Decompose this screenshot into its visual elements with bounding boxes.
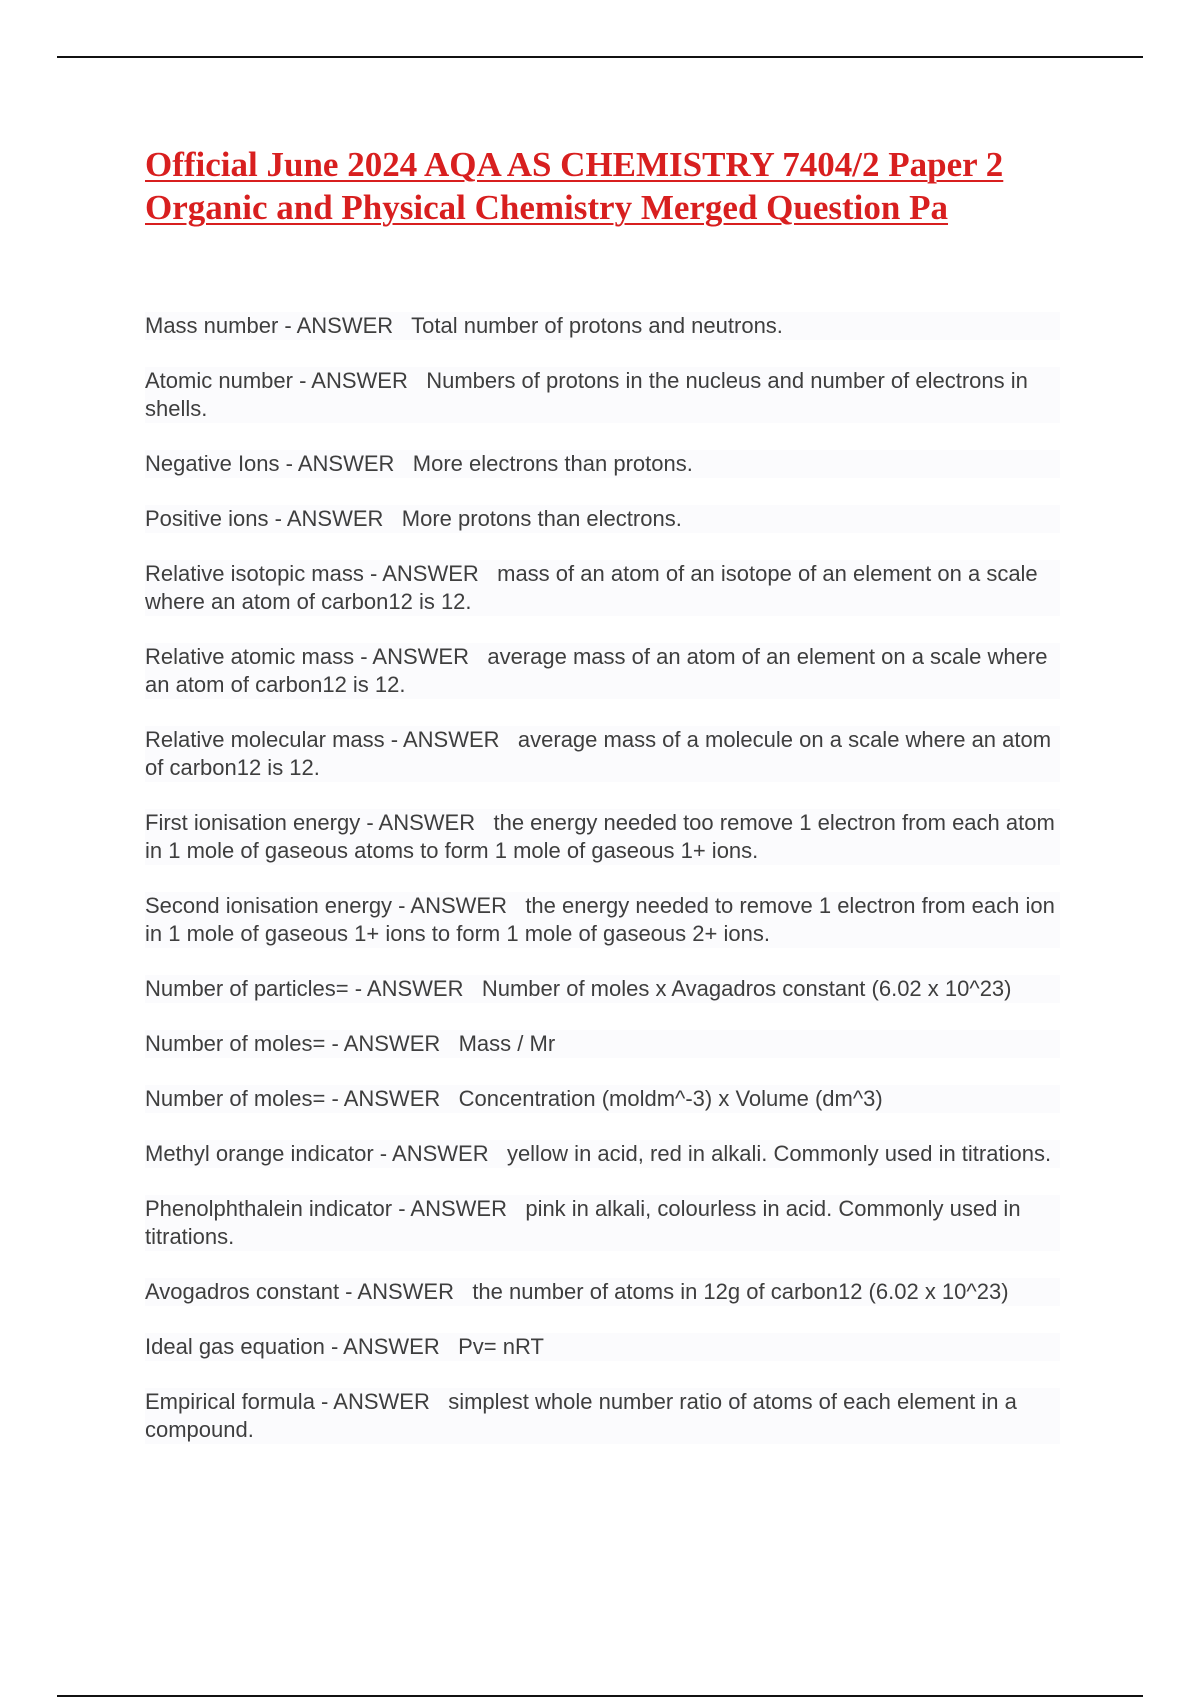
qa-item	[145, 312, 1060, 340]
qa-answer: More protons than electrons.	[401, 506, 682, 531]
qa-term: Phenolphthalein indicator	[145, 1196, 393, 1221]
qa-answer: More electrons than protons.	[412, 451, 693, 476]
qa-term: Ideal gas equation	[145, 1334, 325, 1359]
answer-label: - ANSWER	[384, 727, 518, 752]
qa-item	[145, 1278, 1060, 1306]
qa-answer: mass of an atom of an isotope of an element on a scale where an atom of carbon12 is 12.	[145, 561, 1044, 614]
qa-answer: Pv= nRT	[458, 1334, 544, 1359]
answer-label: - ANSWER	[278, 313, 412, 338]
qa-item	[145, 975, 1060, 1003]
answer-label: - ANSWER	[348, 976, 482, 1001]
qa-item	[145, 643, 1060, 699]
qa-term: Empirical formula	[145, 1389, 315, 1414]
qa-item	[145, 560, 1060, 616]
qa-list	[145, 312, 1060, 1471]
qa-term: Methyl orange indicator	[145, 1141, 374, 1166]
qa-item	[145, 1085, 1060, 1113]
answer-label: - ANSWER	[373, 1141, 507, 1166]
qa-answer: Numbers of protons in the nucleus and number of electrons in shells.	[145, 368, 1034, 421]
qa-item	[145, 367, 1060, 423]
qa-term: Second ionisation energy	[145, 893, 393, 918]
qa-term: Number of particles=	[145, 976, 349, 1001]
qa-term: Positive ions	[145, 506, 269, 531]
qa-item	[145, 892, 1060, 948]
qa-item	[145, 1333, 1060, 1361]
bottom-rule	[57, 1695, 1143, 1697]
qa-answer: simplest whole number ratio of atoms of each element in a compound.	[145, 1389, 1023, 1442]
answer-label: - ANSWER	[279, 451, 413, 476]
qa-answer: the energy needed too remove 1 electron from each atom in 1 mole of gaseous atoms to form 1 mole of gaseous 1+ ions.	[145, 810, 1061, 863]
qa-answer: Mass / Mr	[458, 1031, 556, 1056]
qa-term: Relative molecular mass	[145, 727, 385, 752]
qa-answer: yellow in acid, red in alkali. Commonly used in titrations.	[506, 1141, 1052, 1166]
answer-label: - ANSWER	[268, 506, 402, 531]
qa-item	[145, 450, 1060, 478]
document-title: Official June 2024 AQA AS CHEMISTRY 7404/2 Paper 2 Organic and Physical Chemistry Merged Question Pa	[145, 145, 1004, 227]
qa-term: Atomic number	[145, 368, 293, 393]
answer-label: - ANSWER	[325, 1086, 459, 1111]
qa-item	[145, 505, 1060, 533]
qa-term: Avogadros constant	[145, 1279, 340, 1304]
qa-answer: pink in alkali, colourless in acid. Commonly used in titrations.	[145, 1196, 1027, 1249]
qa-item	[145, 1195, 1060, 1251]
qa-term: First ionisation energy	[145, 810, 361, 835]
answer-label: - ANSWER	[392, 1196, 526, 1221]
qa-term: Mass number	[145, 313, 279, 338]
qa-term: Negative Ions	[145, 451, 280, 476]
qa-answer: Total number of protons and neutrons.	[411, 313, 783, 338]
qa-answer: average mass of an atom of an element on a scale where an atom of carbon12 is 12.	[145, 644, 1054, 697]
qa-item	[145, 809, 1060, 865]
answer-label: - ANSWER	[360, 810, 494, 835]
answer-label: - ANSWER	[325, 1031, 459, 1056]
qa-item	[145, 726, 1060, 782]
qa-answer: Number of moles x Avagadros constant (6.02 x 10^23)	[481, 976, 1012, 1001]
qa-term: Number of moles=	[145, 1031, 326, 1056]
top-rule	[57, 56, 1143, 58]
answer-label: - ANSWER	[324, 1334, 459, 1359]
qa-term: Relative atomic mass	[145, 644, 355, 669]
qa-item	[145, 1140, 1060, 1168]
qa-item	[145, 1030, 1060, 1058]
qa-term: Number of moles=	[145, 1086, 326, 1111]
qa-answer: Concentration (moldm^-3) x Volume (dm^3)	[458, 1086, 883, 1111]
answer-label: - ANSWER	[339, 1279, 473, 1304]
qa-answer: average mass of a molecule on a scale where an atom of carbon12 is 12.	[145, 727, 1058, 780]
qa-term: Relative isotopic mass	[145, 561, 364, 586]
qa-answer: the energy needed to remove 1 electron from each ion in 1 mole of gaseous 1+ ions to form 1 mole of gaseous 2+ ions.	[145, 893, 1061, 946]
answer-label: - ANSWER	[392, 893, 526, 918]
qa-item	[145, 1388, 1060, 1444]
answer-label: - ANSWER	[314, 1389, 449, 1414]
answer-label: - ANSWER	[363, 561, 498, 586]
answer-label: - ANSWER	[292, 368, 427, 393]
qa-answer: the number of atoms in 12g of carbon12 (6.02 x 10^23)	[472, 1279, 1009, 1304]
answer-label: - ANSWER	[354, 644, 488, 669]
